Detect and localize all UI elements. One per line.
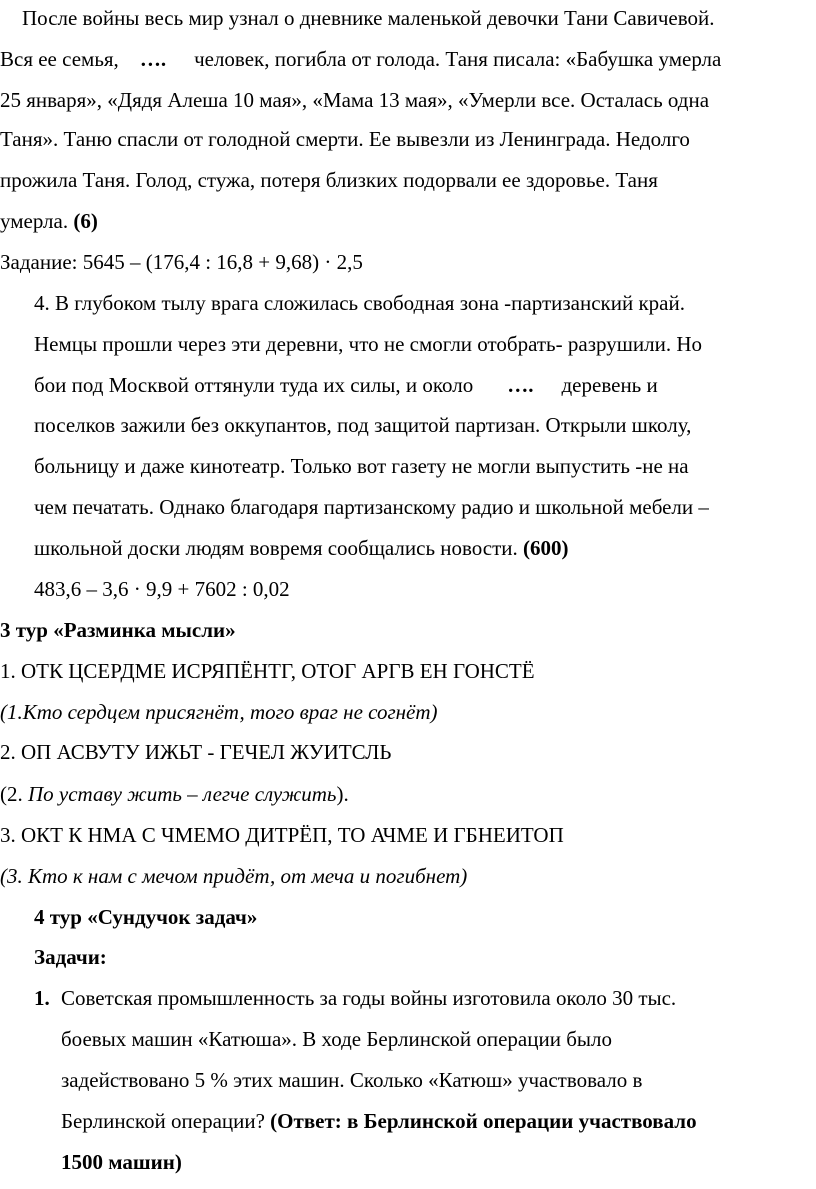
problem-line: задействовано 5 % этих машин. Сколько «Катюш» участвовало в xyxy=(61,1068,643,1092)
cipher-line: 2. ОП АСВУТУ ИЖЬТ - ГЕЧЕЛ ЖУИТСЛЬ xyxy=(0,740,392,764)
paragraph-line: прожила Таня. Голод, стужа, потеря близких подорвали ее здоровье. Таня xyxy=(0,168,658,192)
paragraph-line: 25 января», «Дядя Алеша 10 мая», «Мама 13 мая», «Умерли все. Осталась одна xyxy=(0,88,710,112)
problem-answer: (Ответ: в Берлинской операции участвовало xyxy=(270,1109,697,1133)
answer-number: (6) xyxy=(73,209,98,233)
cipher-answer: (3. Кто к нам с мечом придёт, от меча и погибнет) xyxy=(0,864,468,888)
answer-number: (600) xyxy=(523,536,569,560)
text-run: Вся ее семья, xyxy=(0,47,119,71)
text-run: деревень и xyxy=(561,373,658,397)
problem-line xyxy=(61,1111,697,1132)
cipher-answer: (1.Кто сердцем присягнёт, того враг не согнёт) xyxy=(0,700,438,724)
cipher-line: 1. ОТК ЦСЕРДМЕ ИСРЯПЁНТГ, ОТОГ АРГВ ЕН ГОНСТЁ xyxy=(0,659,535,683)
paragraph-line xyxy=(0,211,98,232)
paragraph-line xyxy=(34,375,658,396)
section-title: 3 тур «Разминка мысли» xyxy=(0,618,236,642)
paragraph-line: чем печатать. Однако благодаря партизанскому радио и школьной мебели – xyxy=(34,495,709,519)
paragraph-line: После войны весь мир узнал о дневнике маленькой девочки Тани Савичевой. xyxy=(22,6,715,30)
section-title: 4 тур «Сундучок задач» xyxy=(34,905,258,929)
paragraph-line: Немцы прошли через эти деревни, что не смогли отобрать- разрушили. Но xyxy=(34,332,703,356)
problem-number: 1. xyxy=(34,986,50,1010)
paragraph-line: 4. В глубоком тылу врага сложилась свободная зона -партизанский край. xyxy=(34,291,685,315)
cipher-line: 3. ОКТ К НМА С ЧМЕМО ДИТРЁП, ТО АЧМЕ И ГБНЕИТОП xyxy=(0,823,564,847)
problem-line: боевых машин «Катюша». В ходе Берлинской операции было xyxy=(61,1027,612,1051)
paragraph-line xyxy=(34,538,569,559)
math-task: 483,6 – 3,6 · 9,9 + 7602 : 0,02 xyxy=(34,577,290,601)
text-run: умерла. xyxy=(0,209,69,233)
paragraph-line xyxy=(0,49,721,70)
problem-line: Советская промышленность за годы войны изготовила около 30 тыс. xyxy=(61,986,677,1010)
text-run: школьной доски людям вовремя сообщались новости. xyxy=(34,536,518,560)
text-run: бои под Москвой оттянули туда их силы, и около xyxy=(34,373,474,397)
text-run: Берлинской операции? xyxy=(61,1109,265,1133)
paragraph-line: больницу и даже кинотеатр. Только вот газету не могли выпустить -не на xyxy=(34,454,689,478)
paragraph-line: поселков зажили без оккупантов, под защитой партизан. Открыли школу, xyxy=(34,413,692,437)
math-task: Задание: 5645 – (176,4 : 16,8 + 9,68) · 2,5 xyxy=(0,250,363,274)
section-subtitle: Задачи: xyxy=(34,945,107,969)
text-run: человек, погибла от голода. Таня писала: «Бабушка умерла xyxy=(194,47,722,71)
cipher-answer: (2. По уставу жить – легче служить). xyxy=(0,782,349,806)
problem-answer-line: 1500 машин) xyxy=(61,1150,182,1174)
blank-placeholder: …. xyxy=(507,373,534,397)
blank-placeholder: …. xyxy=(139,47,167,71)
paragraph-line: Таня». Таню спасли от голодной смерти. Ее вывезли из Ленинграда. Недолго xyxy=(0,127,690,151)
